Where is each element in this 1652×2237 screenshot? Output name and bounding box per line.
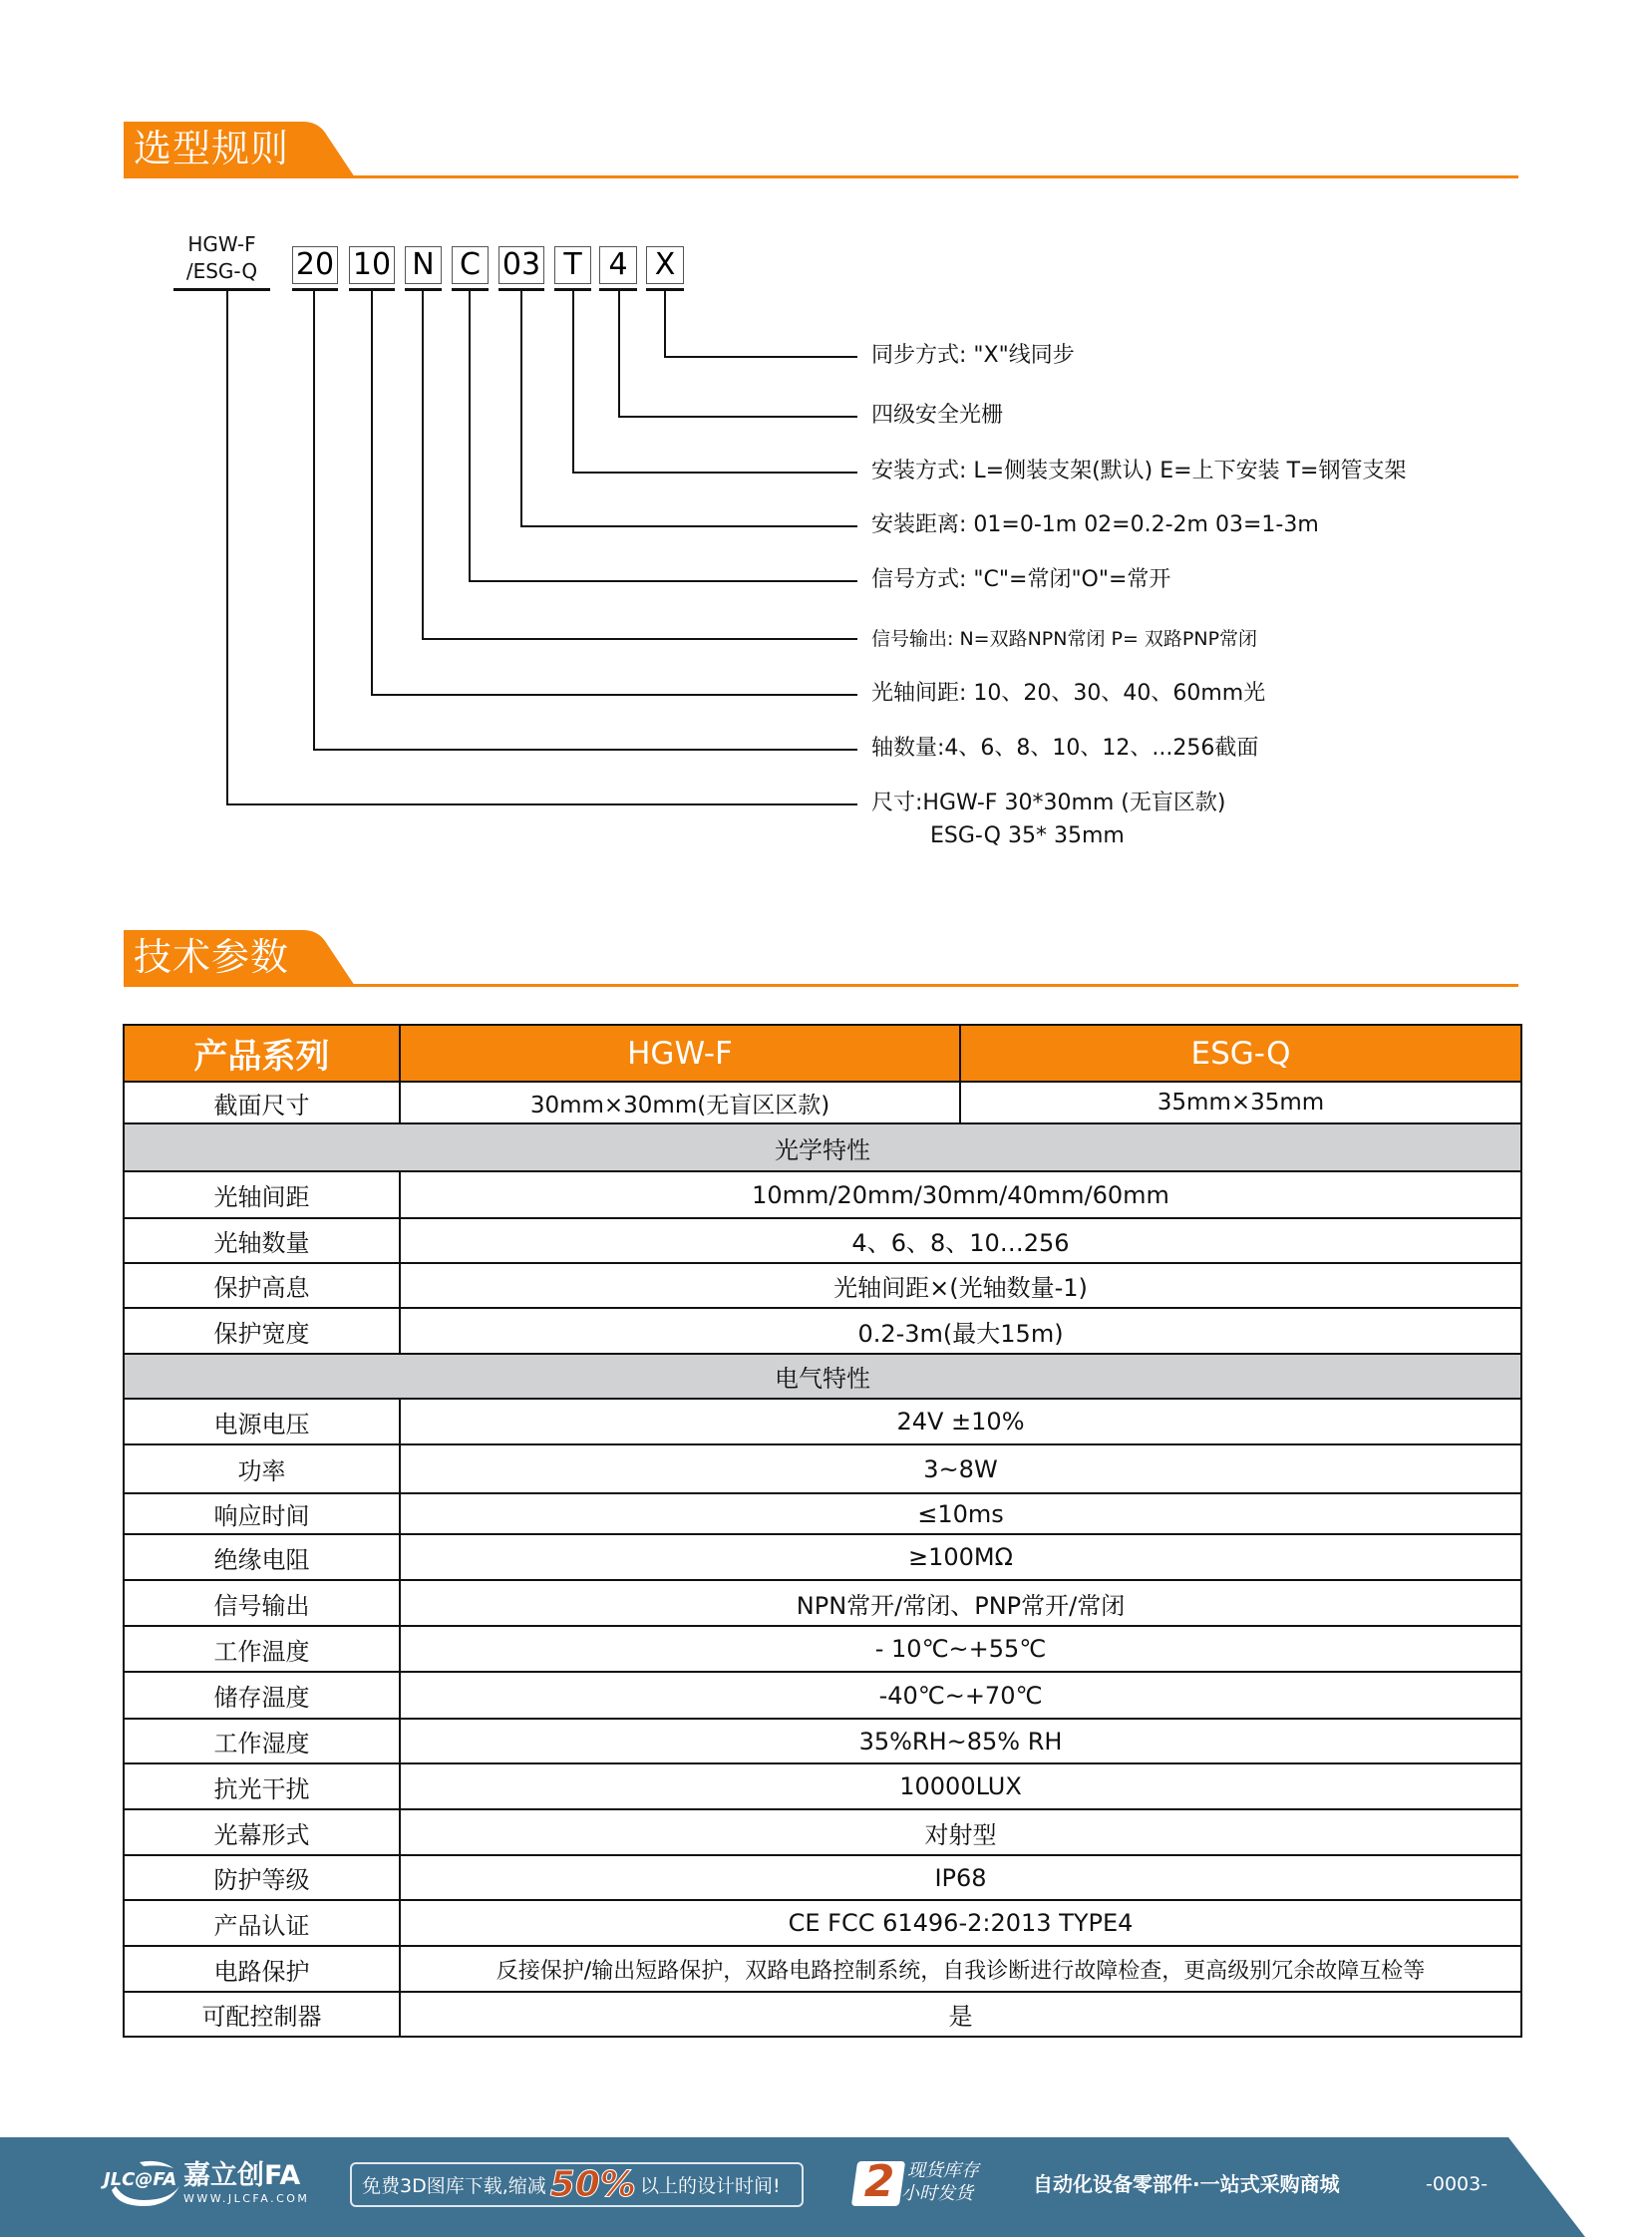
table-row [124, 1580, 1521, 1626]
row-value: 4、6、8、10…256 [400, 1218, 1521, 1263]
row-value: 10000LUX [400, 1763, 1521, 1809]
connector-line [313, 290, 315, 750]
table-row [124, 1218, 1521, 1263]
connector-line [618, 290, 620, 417]
row-value-hgw-f: 30mm×30mm(无盲区区款) [400, 1082, 960, 1123]
connector-line [313, 749, 857, 751]
table-row [124, 1626, 1521, 1672]
row-value: 10mm/20mm/30mm/40mm/60mm [400, 1171, 1521, 1218]
row-value: 0.2-3m(最大15m) [400, 1308, 1521, 1354]
promo-text-after: 以上的设计时间! [639, 2175, 781, 2197]
group-label: 电气特性 [124, 1354, 1521, 1399]
connector-line [572, 472, 857, 474]
table-row [124, 1719, 1521, 1763]
connector-line [422, 638, 857, 640]
row-label: 防护等级 [124, 1855, 400, 1900]
row-value: NPN常开/常闭、PNP常开/常闭 [400, 1580, 1521, 1626]
code-box-safety-level: 4 [599, 246, 637, 284]
logo-mark: JLC@FA [104, 2169, 177, 2190]
table-row [124, 1809, 1521, 1855]
row-label: 工作湿度 [124, 1719, 400, 1763]
code-box-axis-count: 20 [292, 246, 338, 284]
connector-line [469, 290, 471, 581]
code-box-axis-spacing: 10 [349, 246, 395, 284]
row-label: 截面尺寸 [124, 1082, 400, 1123]
row-label: 保护高息 [124, 1263, 400, 1308]
promo-text-before: 免费3D图库下载,缩减 [362, 2175, 546, 2197]
desc-dimensions-esg: ESG-Q 35* 35mm [930, 823, 1125, 848]
connector-line [371, 290, 373, 695]
table-row [124, 1493, 1521, 1534]
connector-line [520, 525, 857, 527]
desc-signal-output: 信号输出: N=双路NPN常闭 P= 双路PNP常闭 [871, 628, 1258, 650]
code-box-install-method: T [554, 246, 591, 284]
row-label: 产品认证 [124, 1900, 400, 1946]
promo-banner [350, 2162, 804, 2207]
code-box-sync: X [646, 246, 684, 284]
header-product-series: 产品系列 [124, 1025, 400, 1082]
connector-line [469, 580, 857, 582]
row-label: 储存温度 [124, 1672, 400, 1719]
desc-dimensions: 尺寸:HGW-F 30*30mm (无盲区款) [871, 791, 1226, 815]
connector-line [226, 290, 228, 804]
page-number: -0003- [1426, 2173, 1488, 2195]
row-value: 是 [400, 1992, 1521, 2037]
badge-line1: 现货库存 [907, 2160, 979, 2181]
header-esg-q: ESG-Q [960, 1025, 1521, 1082]
table-row [124, 1399, 1521, 1444]
code-underline [292, 288, 338, 291]
row-value: 35%RH~85% RH [400, 1719, 1521, 1763]
connector-line [520, 290, 522, 526]
desc-sync: 同步方式: "X"线同步 [871, 343, 1075, 368]
connector-line [664, 290, 666, 357]
table-row [124, 1992, 1521, 2037]
table-row [124, 1900, 1521, 1946]
section-title: 技术参数 [134, 935, 290, 979]
row-value: -40℃~+70℃ [400, 1672, 1521, 1719]
table-row [124, 1263, 1521, 1308]
table-row [124, 1308, 1521, 1354]
brand-name: 嘉立创FA [183, 2160, 301, 2191]
table-row [124, 1171, 1521, 1218]
code-box-signal-mode: C [452, 246, 489, 284]
connector-line [371, 694, 857, 696]
row-value-esg-q: 35mm×35mm [960, 1082, 1521, 1123]
table-header-row [124, 1025, 1521, 1082]
desc-signal-mode: 信号方式: "C"=常闭"O"=常开 [871, 567, 1171, 592]
section-title: 选型规则 [134, 127, 290, 170]
group-label: 光学特性 [124, 1123, 1521, 1171]
table-row [124, 1082, 1521, 1123]
row-value: 光轴间距×(光轴数量-1) [400, 1263, 1521, 1308]
code-prefix-line2: /ESG-Q [185, 259, 258, 283]
header-hgw-f: HGW-F [400, 1025, 960, 1082]
row-label: 工作温度 [124, 1626, 400, 1672]
row-label: 光轴间距 [124, 1171, 400, 1218]
table-row [124, 1946, 1521, 1992]
row-value: 3~8W [400, 1444, 1521, 1493]
row-label: 绝缘电阻 [124, 1534, 400, 1580]
row-value: CE FCC 61496-2:2013 TYPE4 [400, 1900, 1521, 1946]
section-rule [124, 984, 1518, 987]
connector-line [226, 803, 857, 805]
code-prefix-underline [173, 288, 270, 291]
row-label: 保护宽度 [124, 1308, 400, 1354]
row-label: 光幕形式 [124, 1809, 400, 1855]
connector-line [618, 416, 857, 418]
brand-url: WWW.JLCFA.COM [183, 2192, 310, 2205]
desc-install-distance: 安装距离: 01=0-1m 02=0.2-2m 03=1-3m [871, 512, 1319, 537]
row-value: - 10℃~+55℃ [400, 1626, 1521, 1672]
row-label: 电源电压 [124, 1399, 400, 1444]
row-label: 电路保护 [124, 1946, 400, 1992]
table-row [124, 1534, 1521, 1580]
row-label: 响应时间 [124, 1493, 400, 1534]
connector-line [664, 356, 857, 358]
row-value: IP68 [400, 1855, 1521, 1900]
row-value: ≥100MΩ [400, 1534, 1521, 1580]
table-row [124, 1444, 1521, 1493]
row-label: 光轴数量 [124, 1218, 400, 1263]
table-row [124, 1672, 1521, 1719]
desc-install-method: 安装方式: L=侧装支架(默认) E=上下安装 T=钢管支架 [871, 459, 1407, 483]
desc-axis-count: 轴数量:4、6、8、10、12、...256截面 [871, 736, 1259, 761]
group-row-optical [124, 1123, 1521, 1171]
row-value: ≤10ms [400, 1493, 1521, 1534]
connector-line [422, 290, 424, 639]
row-label: 信号输出 [124, 1580, 400, 1626]
promo-percent: 50% [549, 2164, 636, 2205]
code-prefix-line1: HGW-F [187, 232, 256, 256]
row-value: 24V ±10% [400, 1399, 1521, 1444]
table-row [124, 1855, 1521, 1900]
code-box-signal-output: N [405, 246, 442, 284]
row-label: 功率 [124, 1444, 400, 1493]
spec-table [123, 1024, 1522, 2038]
badge-number: 2 [863, 2156, 895, 2207]
section-rule [124, 175, 1518, 178]
connector-line [572, 290, 574, 473]
group-row-electrical [124, 1354, 1521, 1399]
row-label: 抗光干扰 [124, 1763, 400, 1809]
table-row [124, 1763, 1521, 1809]
desc-safety-level: 四级安全光栅 [871, 403, 1004, 428]
footer-slogan: 自动化设备零部件·一站式采购商城 [1033, 2172, 1340, 2196]
badge-line2: 小时发货 [901, 2183, 973, 2204]
code-box-install-distance: 03 [498, 246, 544, 284]
row-value: 对射型 [400, 1809, 1521, 1855]
row-value: 反接保护/输出短路保护，双路电路控制系统，自我诊断进行故障检查，更高级别冗余故障互检等 [400, 1946, 1521, 1992]
row-label: 可配控制器 [124, 1992, 400, 2037]
desc-axis-spacing: 光轴间距: 10、20、30、40、60mm光 [871, 681, 1266, 706]
